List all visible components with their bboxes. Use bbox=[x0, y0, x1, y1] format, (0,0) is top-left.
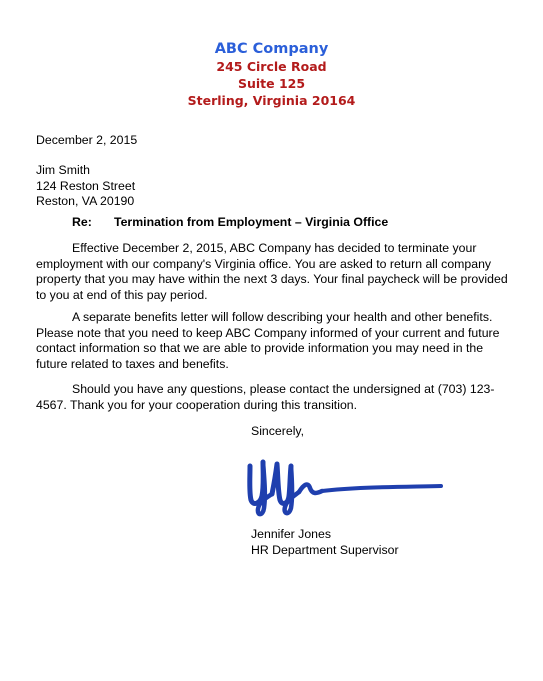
closing-salutation: Sincerely, bbox=[251, 424, 305, 438]
paragraph-line: Should you have any questions, please contact the undersigned at (703) 123- bbox=[72, 382, 495, 396]
recipient-city: Reston, VA 20190 bbox=[36, 194, 135, 208]
signer-block bbox=[251, 527, 399, 558]
letterhead bbox=[0, 40, 543, 109]
letter-date: December 2, 2015 bbox=[36, 133, 138, 147]
paragraph-line: Effective December 2, 2015, ABC Company has decided to terminate your bbox=[72, 241, 477, 255]
company-street: 245 Circle Road bbox=[216, 59, 327, 74]
paragraph-line: contact information so that we are able to provide information you may need in the bbox=[36, 341, 484, 355]
paragraph-line: future related to taxes and benefits. bbox=[36, 356, 229, 371]
signer-name: Jennifer Jones bbox=[251, 527, 331, 541]
recipient-address bbox=[36, 163, 506, 210]
paragraph-line: employment with our company's Virginia office. You are asked to return all company bbox=[36, 256, 492, 271]
paragraph-line: 4567. Thank you for your cooperation during this transition. bbox=[36, 397, 358, 412]
signer-title: HR Department Supervisor bbox=[251, 542, 399, 557]
paragraph-benefits bbox=[36, 310, 506, 372]
company-suite: Suite 125 bbox=[237, 76, 306, 91]
paragraph-line: property that you may have within the next 3 days. Your final paycheck will be provided bbox=[36, 272, 508, 286]
company-name: ABC Company bbox=[214, 41, 329, 57]
paragraph-line: A separate benefits letter will follow describing your health and other benefits. bbox=[72, 310, 493, 324]
handwritten-signature bbox=[236, 454, 446, 518]
subject-line bbox=[72, 215, 388, 231]
recipient-street: 124 Reston Street bbox=[36, 178, 136, 193]
paragraph-line: to you at end of this pay period. bbox=[36, 287, 208, 302]
paragraph-termination bbox=[36, 241, 506, 303]
subject-text: Termination from Employment – Virginia Office bbox=[114, 215, 389, 229]
company-city: Sterling, Virginia 20164 bbox=[187, 93, 356, 108]
recipient-name: Jim Smith bbox=[36, 163, 90, 177]
paragraph-line: Please note that you need to keep ABC Company informed of your current and future bbox=[36, 325, 500, 340]
subject-label: Re: bbox=[72, 215, 92, 229]
paragraph-questions bbox=[36, 382, 506, 413]
